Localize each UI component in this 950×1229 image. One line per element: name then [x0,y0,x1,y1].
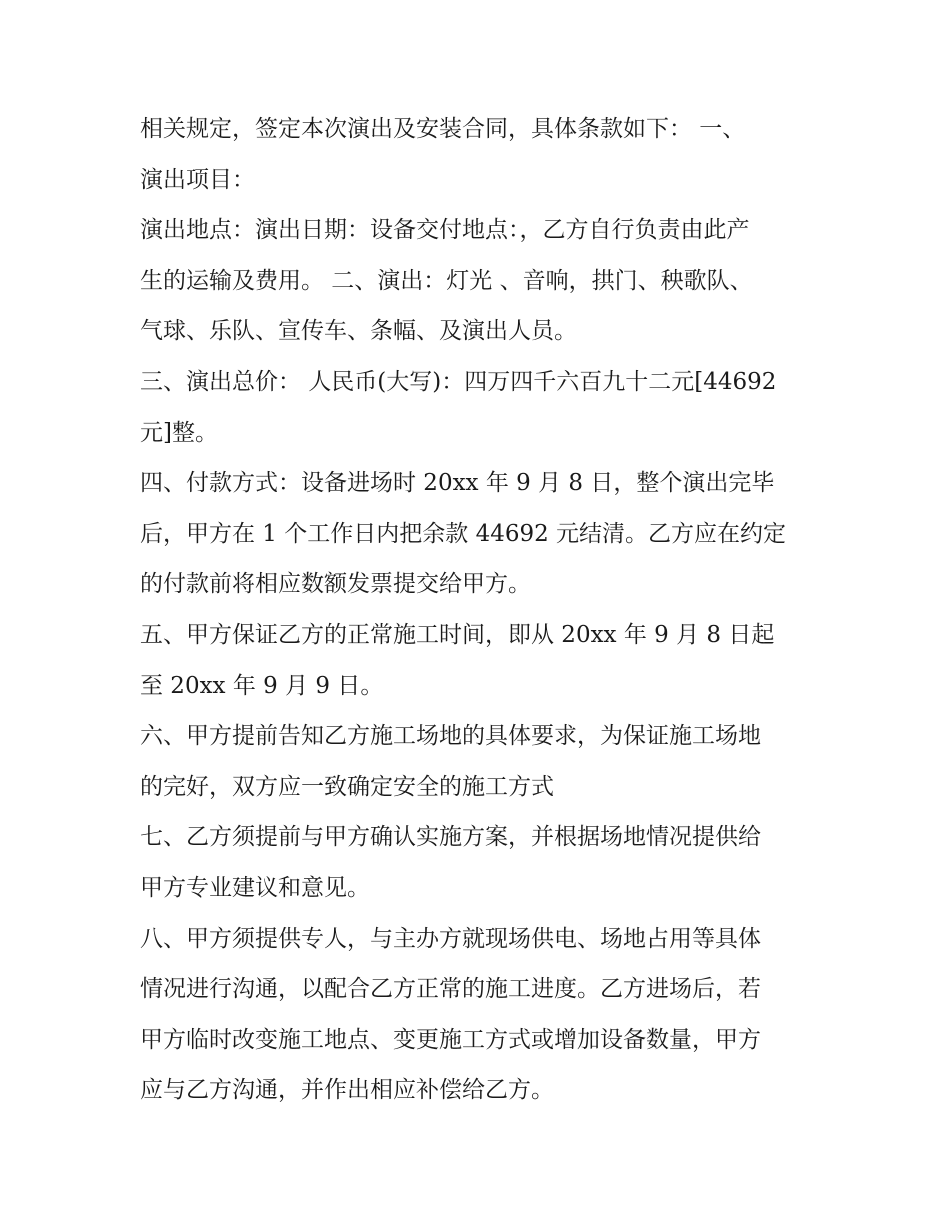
text-line: 三、演出总价： 人民币(大写)：四万四千六百九十二元[44692 [140,368,777,395]
text-line: 生的运输及费用。 二、演出：灯光 、音响，拱门、秧歌队、 [140,267,753,294]
text-line: 八、甲方须提供专人，与主办方就现场供电、场地占用等具体 [140,925,761,952]
text-line: 五、甲方保证乙方的正常施工时间，即从 20xx 年 9 月 8 日起 [140,621,775,648]
text-line: 七、乙方须提前与甲方确认实施方案，并根据场地情况提供给 [140,824,761,851]
text-line: 相关规定，签定本次演出及安装合同，具体条款如下： 一、 [140,116,746,142]
text-line: 情况进行沟通，以配合乙方正常的施工进度。乙方进场后，若 [140,976,761,1003]
text-line: 六、甲方提前告知乙方施工场地的具体要求，为保证施工场地 [140,723,761,750]
text-line: 演出地点：演出日期：设备交付地点：，乙方自行负责由此产 [140,217,750,244]
contract-text [140,104,815,1116]
text-line: 甲方专业建议和意见。 [140,874,370,901]
text-line: 后，甲方在 1 个工作日内把余款 44692 元结清。乙方应在约定 [140,520,787,547]
text-line: 的付款前将相应数额发票提交给甲方。 [140,571,531,598]
text-line: 甲方临时改变施工地点、变更施工方式或增加设备数量，甲方 [140,1026,761,1053]
text-line: 的完好，双方应一致确定安全的施工方式 [140,773,554,800]
text-line: 至 20xx 年 9 月 9 日。 [140,672,384,699]
text-line: 演出项目： [140,166,255,193]
text-line: 四、付款方式：设备进场时 20xx 年 9 月 8 日，整个演出完毕 [140,470,775,497]
text-line: 气球、乐队、宣传车、条幅、及演出人员。 [140,318,577,345]
text-line: 应与乙方沟通，并作出相应补偿给乙方。 [140,1077,554,1104]
text-line: 元]整。 [140,419,218,446]
